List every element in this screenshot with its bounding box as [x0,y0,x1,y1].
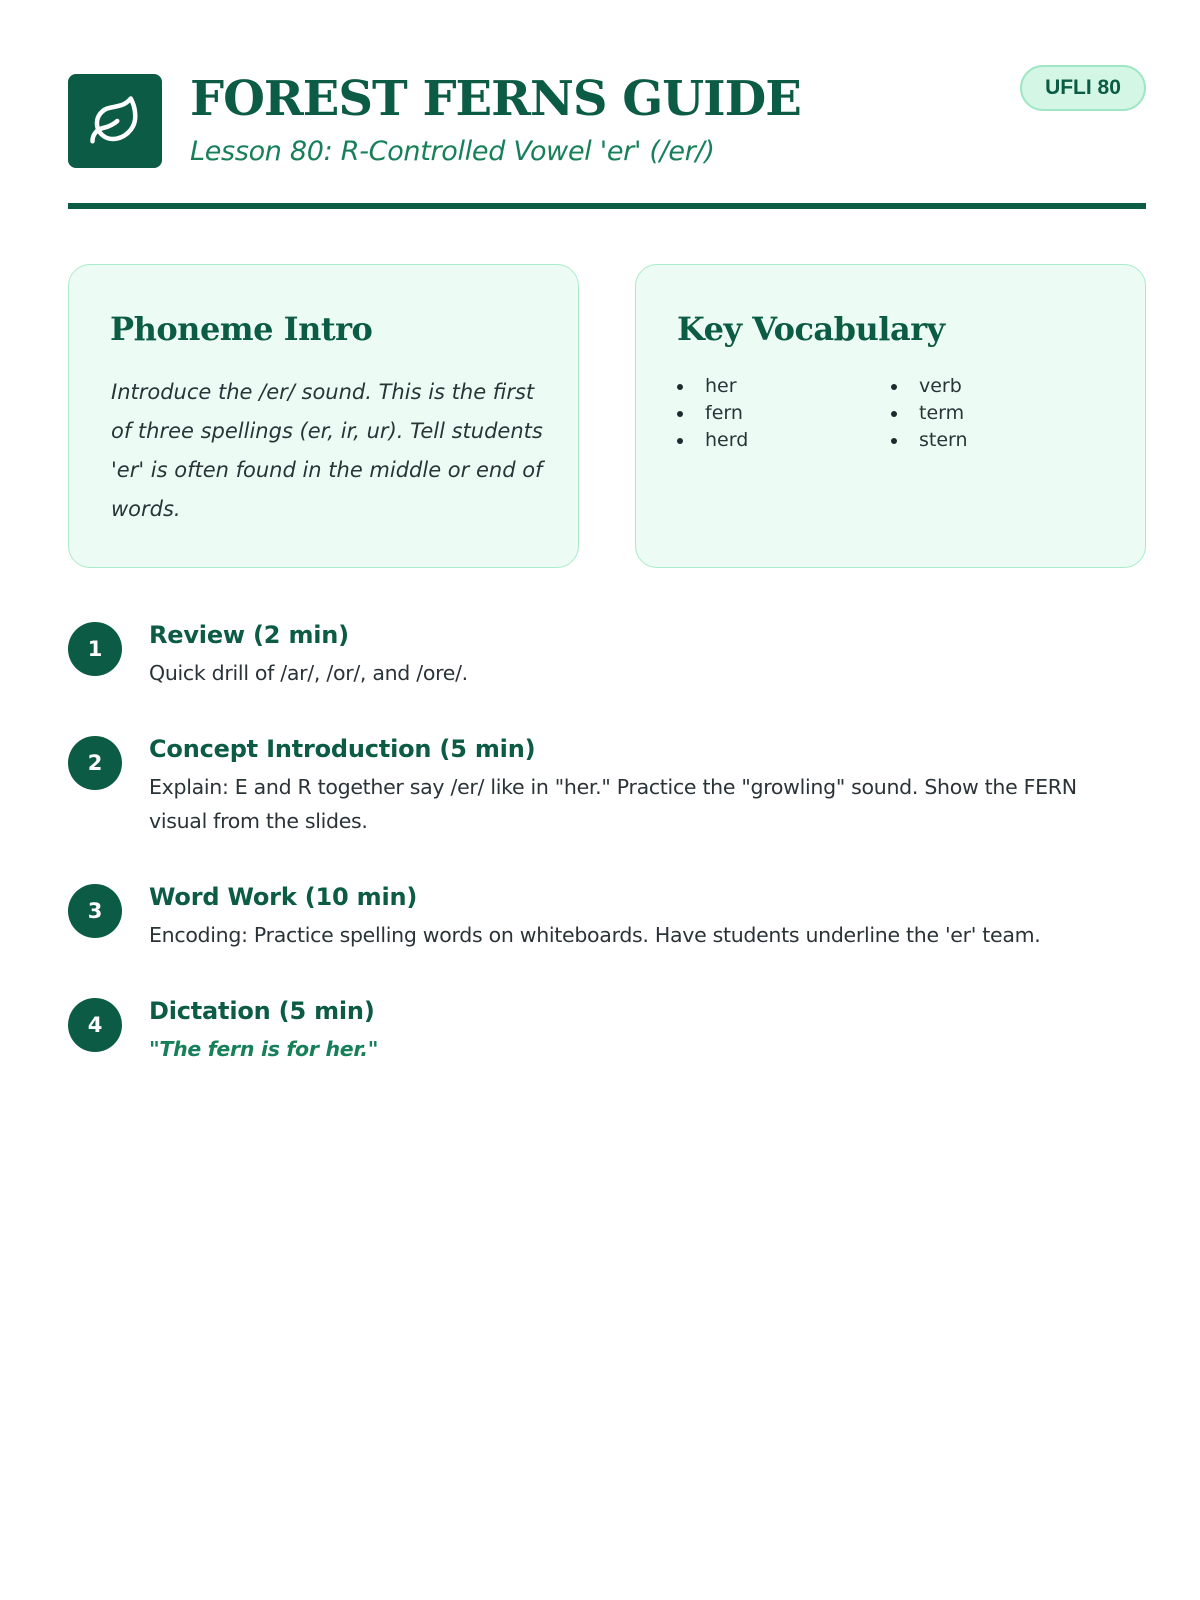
lesson-badge: UFLI 80 [1020,65,1146,111]
info-cards [68,264,1146,568]
step-number: 3 [68,884,122,938]
step-title: Review (2 min) [149,621,349,649]
step-description: Explain: E and R together say /er/ like in "her." Practice the "growling" sound. Show the FERN visual from the slides. [149,775,1077,833]
step-description: Encoding: Practice spelling words on whiteboards. Have students underline the 'er' team. [149,923,1041,947]
step-number: 2 [68,736,122,790]
dictation-sentence: "The fern is for her." [149,1037,379,1061]
phoneme-intro-card [68,264,579,568]
step-title: Concept Introduction (5 min) [149,735,536,763]
step-description: Quick drill of /ar/, /or/, and /ore/. [149,661,468,685]
vocabulary-column-1 [676,373,890,454]
key-vocabulary-card [635,264,1146,568]
phoneme-intro-heading: Phoneme Intro [110,310,373,348]
step-number: 4 [68,998,122,1052]
step-number: 1 [68,622,122,676]
vocabulary-word: her [676,373,890,400]
key-vocabulary-heading: Key Vocabulary [677,310,945,348]
step-title: Dictation (5 min) [149,997,375,1025]
vocabulary-list [676,373,1116,454]
vocabulary-word: stern [890,427,1104,454]
page-header [68,0,1146,209]
logo [68,74,162,168]
vocabulary-word: verb [890,373,1104,400]
vocabulary-column-2 [890,373,1104,454]
header-divider [68,203,1146,209]
page-title: FOREST FERNS GUIDE [190,71,801,127]
phoneme-intro-text: Introduce the /er/ sound. This is the first of three spellings (er, ir, ur). Tell students 'er' is often found in the middle or end of words. [111,380,543,521]
step-title: Word Work (10 min) [149,883,418,911]
vocabulary-word: term [890,400,1104,427]
vocabulary-word: herd [676,427,890,454]
lesson-guide-page [68,0,1146,1061]
lesson-subtitle: Lesson 80: R-Controlled Vowel 'er' (/er/) [190,136,715,167]
leaf-icon [88,94,142,148]
vocabulary-word: fern [676,400,890,427]
